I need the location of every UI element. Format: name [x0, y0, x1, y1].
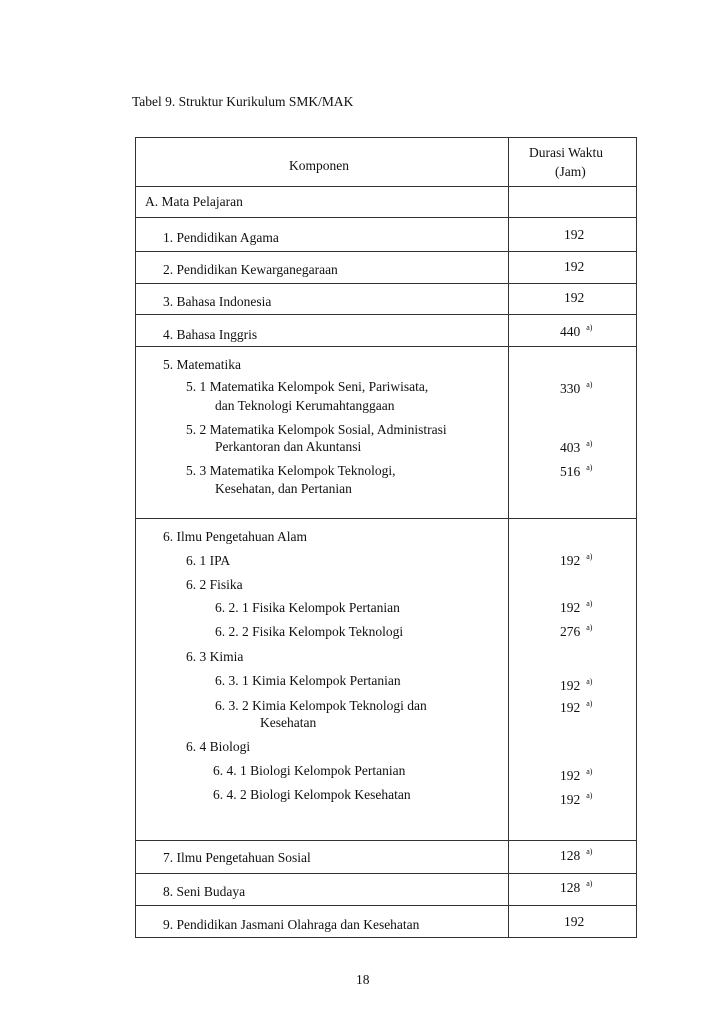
- science-sub-sub-label: 6. 3. 2 Kimia Kelompok Teknologi dan: [215, 698, 427, 713]
- science-sub-sub-label: 6. 3. 1 Kimia Kelompok Pertanian: [215, 673, 401, 688]
- row-value: [560, 792, 592, 810]
- header-component: Komponen: [289, 158, 349, 173]
- row-value: 192: [564, 914, 585, 929]
- value-number: 330: [560, 381, 581, 396]
- value-number: 192: [560, 600, 581, 615]
- row-border: [135, 137, 637, 138]
- row-label: 3. Bahasa Indonesia: [163, 294, 272, 309]
- table-caption: Tabel 9. Struktur Kurikulum SMK/MAK: [132, 94, 354, 109]
- row-border: [135, 937, 637, 938]
- science-sub-sub-label: 6. 2. 2 Fisika Kelompok Teknologi: [215, 624, 404, 639]
- row-value: [560, 464, 592, 482]
- row-label: 7. Ilmu Pengetahuan Sosial: [163, 850, 311, 865]
- row-label: 9. Pendidikan Jasmani Olahraga dan Kesehatan: [163, 917, 420, 932]
- science-sub-sub-label: 6. 4. 2 Biologi Kelompok Kesehatan: [213, 787, 411, 802]
- footnote-mark: a): [586, 791, 593, 800]
- science-sub-label: 6. 4 Biologi: [186, 739, 251, 754]
- footnote-mark: a): [586, 380, 593, 389]
- row-label: 2. Pendidikan Kewarganegaraan: [163, 262, 338, 277]
- header-duration-line2: (Jam): [555, 164, 586, 179]
- footnote-mark: a): [586, 623, 593, 632]
- row-label: 4. Bahasa Inggris: [163, 327, 258, 342]
- science-sub-sub-label: 6. 2. 1 Fisika Kelompok Pertanian: [215, 600, 400, 615]
- footnote-mark: a): [586, 599, 593, 608]
- row-value: [560, 600, 592, 618]
- value-number: 192: [560, 768, 581, 783]
- value-number: 192: [560, 678, 581, 693]
- header-duration-line1: Durasi Waktu: [529, 145, 604, 160]
- row-border: [135, 217, 637, 218]
- footnote-mark: a): [586, 552, 593, 561]
- row-value: [560, 700, 592, 718]
- row-value: [560, 678, 592, 696]
- value-number: 192: [560, 792, 581, 807]
- value-number: 276: [560, 624, 581, 639]
- row-value: 192: [564, 227, 585, 242]
- math-sub-label-cont: Perkantoran dan Akuntansi: [215, 439, 362, 454]
- value-number: 128: [560, 880, 581, 895]
- row-value: [560, 553, 592, 571]
- row-border: [135, 518, 637, 519]
- row-label: 1. Pendidikan Agama: [163, 230, 279, 245]
- value-number: 192: [560, 553, 581, 568]
- row-value: 192: [564, 290, 585, 305]
- footnote-mark: a): [586, 699, 593, 708]
- row-border: [135, 283, 637, 284]
- value-number: 440: [560, 324, 581, 339]
- row-value: [560, 848, 592, 866]
- row-border: [135, 314, 637, 315]
- footnote-mark: a): [586, 463, 593, 472]
- column-divider: [508, 137, 509, 938]
- math-title: 5. Matematika: [163, 357, 241, 372]
- science-title: 6. Ilmu Pengetahuan Alam: [163, 529, 307, 544]
- row-value: [560, 624, 592, 642]
- row-border: [135, 873, 637, 874]
- science-sub-sub-label: 6. 4. 1 Biologi Kelompok Pertanian: [213, 763, 406, 778]
- page-number: 18: [356, 972, 370, 987]
- science-sub-label: 6. 1 IPA: [186, 553, 231, 568]
- row-border: [135, 905, 637, 906]
- row-value: 192: [564, 259, 585, 274]
- footnote-mark: a): [586, 847, 593, 856]
- science-sub-label: 6. 3 Kimia: [186, 649, 244, 664]
- math-sub-label-cont: dan Teknologi Kerumahtanggaan: [215, 398, 395, 413]
- math-sub-label: 5. 3 Matematika Kelompok Teknologi,: [186, 463, 396, 478]
- row-border: [135, 346, 637, 347]
- footnote-mark: a): [586, 323, 593, 332]
- row-border: [135, 251, 637, 252]
- row-value: [560, 440, 592, 458]
- footnote-mark: a): [586, 879, 593, 888]
- table-border-left: [135, 137, 136, 938]
- row-label: 8. Seni Budaya: [163, 884, 246, 899]
- footnote-mark: a): [586, 767, 593, 776]
- row-border: [135, 186, 637, 187]
- row-value: [560, 880, 592, 898]
- row-border: [135, 840, 637, 841]
- math-sub-label: 5. 1 Matematika Kelompok Seni, Pariwisata,: [186, 379, 429, 394]
- row-value: [560, 768, 592, 786]
- value-number: 403: [560, 440, 581, 455]
- section-a-label: A. Mata Pelajaran: [145, 194, 243, 209]
- math-sub-label: 5. 2 Matematika Kelompok Sosial, Administrasi: [186, 422, 447, 437]
- math-sub-label-cont: Kesehatan, dan Pertanian: [215, 481, 352, 496]
- science-sub-label: 6. 2 Fisika: [186, 577, 243, 592]
- row-value: [560, 324, 592, 342]
- value-number: 192: [560, 700, 581, 715]
- value-number: 516: [560, 464, 581, 479]
- row-value: [560, 381, 592, 399]
- science-sub-sub-label-cont: Kesehatan: [260, 715, 317, 730]
- value-number: 128: [560, 848, 581, 863]
- footnote-mark: a): [586, 677, 593, 686]
- table-border-right: [636, 137, 637, 938]
- footnote-mark: a): [586, 439, 593, 448]
